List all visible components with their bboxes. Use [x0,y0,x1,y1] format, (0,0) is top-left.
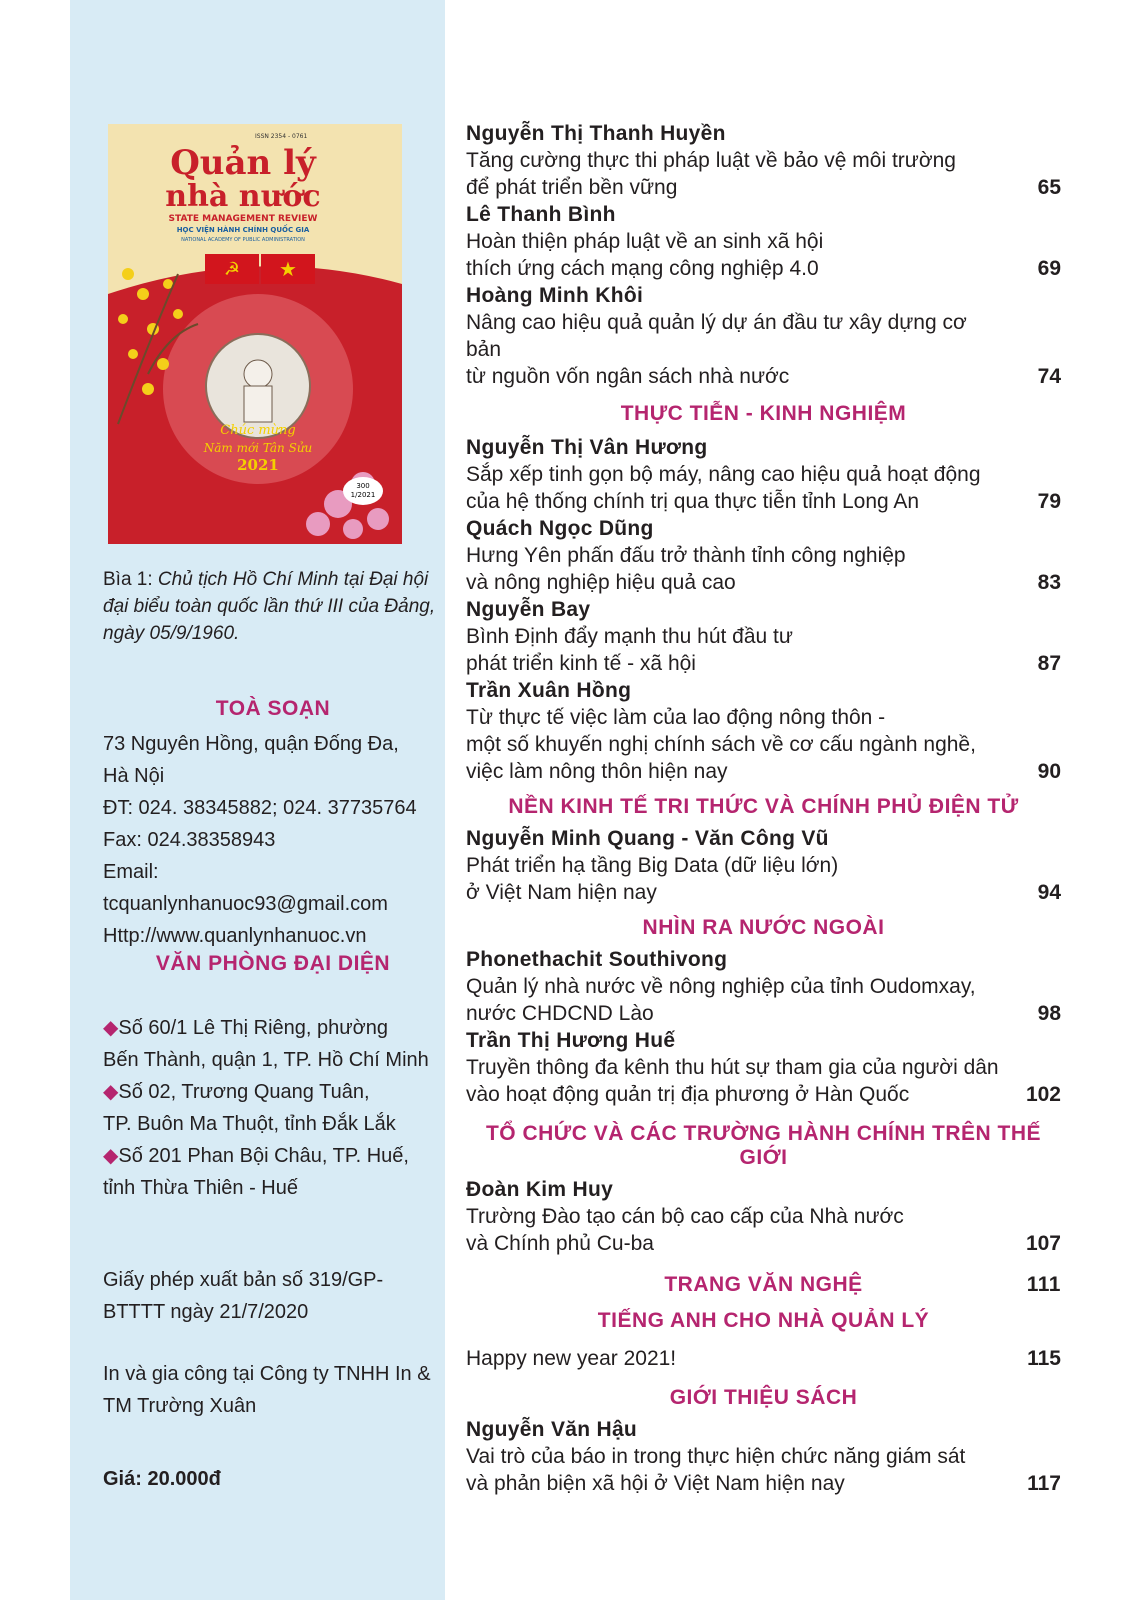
license-line: BTTTT ngày 21/7/2020 [103,1301,309,1323]
license-info [103,1264,448,1328]
rep-office-item [103,1012,448,1076]
toc-page-number: 87 [1037,652,1061,675]
toc-section-heading-with-page[interactable] [466,1273,1061,1297]
toc-entry[interactable] [466,1345,1061,1372]
toc-title-line: một số khuyến nghị chính sách về cơ cấu ngành nghề, [466,733,976,756]
office-address-line2: Hà Nội [103,765,165,787]
rep-office-line: Số 60/1 Lê Thị Riêng, phường [118,1017,389,1039]
cover-greeting2: Năm mới Tân Sửu [203,441,313,455]
toc-page-number: 90 [1037,760,1061,783]
toc-author: Nguyễn Minh Quang - Văn Công Vũ [466,827,829,850]
table-of-contents [466,120,1061,1497]
toc-page-number: 117 [1027,1472,1061,1495]
toc-title-line: Quản lý nhà nước về nông nghiệp của tỉnh Oudomxay, [466,975,976,998]
toc-title-line: Từ thực tế việc làm của lao động nông thôn - [466,706,886,729]
toc-title-line: Bình Định đẩy mạnh thu hút đầu tư [466,625,793,648]
rep-office-line: tỉnh Thừa Thiên - Huế [103,1177,298,1199]
toc-author: Nguyễn Thị Vân Hương [466,436,708,459]
rep-office-line: Bến Thành, quận 1, TP. Hồ Chí Minh [103,1049,429,1071]
toc-title-line: Vai trò của báo in trong thực hiện chức năng giám sát [466,1445,966,1468]
toc-page-number: 102 [1025,1083,1061,1106]
toc-entry[interactable] [466,282,1061,390]
toc-title-line: Hoàn thiện pháp luật về an sinh xã hội [466,230,824,253]
toc-section-title: TRANG VĂN NGHỆ [664,1273,863,1296]
toc-author: Đoàn Kim Huy [466,1178,614,1201]
cover-greeting1: Chúc mừng [220,423,296,438]
cover-illustration [108,124,402,544]
rep-office-item [103,1076,448,1140]
rep-office-line: TP. Buôn Ma Thuột, tỉnh Đắk Lắk [103,1113,396,1135]
diamond-bullet-icon: ◆ [103,1081,119,1103]
toc-author: Trần Thị Hương Huế [466,1029,676,1052]
toc-title-line: nước CHDCND Lào [466,1002,654,1025]
toc-title-line: của hệ thống chính trị qua thực tiễn tỉnh Long An [466,490,920,513]
office-website[interactable]: Http://www.quanlynhanuoc.vn [103,925,367,947]
toc-title-line: Phát triển hạ tầng Big Data (dữ liệu lớn) [466,854,839,877]
office-phone: ĐT: 024. 38345882; 024. 37735764 [103,797,417,819]
toc-page-number: 69 [1037,257,1061,280]
rep-office-line: Số 201 Phan Bội Châu, TP. Huế, [118,1145,409,1167]
rep-office-line: Số 02, Trương Quang Tuân, [118,1081,370,1103]
toc-title-line: vào hoạt động quản trị địa phương ở Hàn Quốc [466,1083,910,1106]
printer-line: TM Trường Xuân [103,1395,257,1417]
toc-entry[interactable] [466,201,1061,282]
toc-entry[interactable] [466,1176,1061,1257]
svg-text:★: ★ [279,257,297,281]
cover-year: 2021 [237,456,279,474]
toc-entry[interactable] [466,434,1061,515]
toc-title-line: Trường Đào tạo cán bộ cao cấp của Nhà nước [466,1205,904,1228]
office-email[interactable]: Email: tcquanlynhanuoc93@gmail.com [103,861,388,915]
cover-title-line1: Quản lý [170,143,316,183]
caption-text: Chủ tịch Hồ Chí Minh tại Đại hội đại biểu toàn quốc lần thứ III của Đảng, ngày 05/9/1960. [103,569,436,644]
rep-office-heading: VĂN PHÒNG ĐẠI DIỆN [155,952,391,975]
printer-info [103,1358,448,1422]
toc-page-number: 65 [1037,176,1061,199]
rep-office-list [103,1012,448,1204]
toc-page-number: 83 [1037,571,1061,594]
cover-subtitle: STATE MANAGEMENT REVIEW [168,214,318,224]
toc-entry[interactable] [466,825,1061,906]
office-heading: TOÀ SOẠN [215,697,331,720]
cover-issn: ISSN 2354 - 0761 [255,133,308,140]
toc-author: Trần Xuân Hồng [466,679,632,702]
svg-text:☭: ☭ [223,259,241,280]
caption-prefix: Bìa 1: [103,569,158,590]
toc-entry[interactable] [466,677,1061,785]
toc-title-line: Sắp xếp tinh gọn bộ máy, nâng cao hiệu quả hoạt động [466,463,981,486]
cover-caption [103,566,443,647]
toc-entry[interactable] [466,1027,1061,1108]
diamond-bullet-icon: ◆ [103,1145,119,1167]
diamond-bullet-icon: ◆ [103,1017,119,1039]
printer-line: In và gia công tại Công ty TNHH In & [103,1363,431,1385]
toc-author: Nguyễn Văn Hậu [466,1418,638,1441]
office-address-block [103,728,448,952]
rep-office-item [103,1140,448,1204]
toc-section-heading: TIẾNG ANH CHO NHÀ QUẢN LÝ [597,1309,930,1332]
toc-page-number: 115 [1027,1347,1061,1370]
toc-page-number: 107 [1025,1232,1061,1255]
office-address-line1: 73 Nguyên Hồng, quận Đống Đa, [103,733,399,755]
toc-section-heading: NHÌN RA NƯỚC NGOÀI [642,916,885,939]
toc-author: Nguyễn Thị Thanh Huyền [466,122,726,145]
toc-section-heading: NỀN KINH TẾ TRI THỨC VÀ CHÍNH PHỦ ĐIỆN TỬ [508,795,1019,818]
toc-title-line: Happy new year 2021! [466,1347,677,1370]
toc-title-line: Tăng cường thực thi pháp luật về bảo vệ môi trường [466,149,956,172]
toc-title-line: để phát triển bền vững [466,176,678,199]
toc-title-line: từ nguồn vốn ngân sách nhà nước [466,365,790,388]
toc-entry[interactable] [466,946,1061,1027]
toc-entry[interactable] [466,515,1061,596]
toc-page-number: 74 [1037,365,1061,388]
toc-section-heading: TỔ CHỨC VÀ CÁC TRƯỜNG HÀNH CHÍNH TRÊN THẾ GIỚI [485,1122,1042,1169]
toc-author: Lê Thanh Bình [466,203,616,226]
toc-author: Quách Ngọc Dũng [466,517,654,540]
toc-title-line: và phản biện xã hội ở Việt Nam hiện nay [466,1472,845,1495]
magazine-cover-image [108,124,402,544]
office-fax: Fax: 024.38358943 [103,829,276,851]
toc-title-line: Hưng Yên phấn đấu trở thành tỉnh công nghiệp [466,544,906,567]
toc-title-line: và nông nghiệp hiệu quả cao [466,571,736,594]
cover-issue-date: 1/2021 [350,491,376,499]
toc-section-heading: THỰC TIỄN - KINH NGHIỆM [620,402,907,425]
price-label: Giá: 20.000đ [103,1468,221,1490]
cover-publisher-en: NATIONAL ACADEMY OF PUBLIC ADMINISTRATION [181,237,305,243]
toc-entry[interactable] [466,1416,1061,1497]
toc-title-line: phát triển kinh tế - xã hội [466,652,696,675]
toc-title-line: việc làm nông thôn hiện nay [466,760,728,783]
toc-page-number: 79 [1037,490,1061,513]
toc-title-line: Truyền thông đa kênh thu hút sự tham gia của người dân [466,1056,999,1079]
toc-title-line: ở Việt Nam hiện nay [466,881,657,904]
toc-page-number: 98 [1037,1002,1061,1025]
toc-title-line: và Chính phủ Cu-ba [466,1232,654,1255]
toc-title-line: Nâng cao hiệu quả quản lý dự án đầu tư xây dựng cơ bản [466,311,967,361]
cover-issue-no: 300 [356,482,370,490]
toc-section-heading: GIỚI THIỆU SÁCH [669,1386,858,1409]
toc-author: Hoàng Minh Khôi [466,284,644,307]
toc-page-number: 94 [1037,881,1061,904]
toc-entry[interactable] [466,120,1061,201]
toc-page-number: 111 [1026,1273,1061,1296]
toc-entry[interactable] [466,596,1061,677]
toc-author: Phonethachit Southivong [466,948,728,971]
toc-author: Nguyễn Bay [466,598,591,621]
cover-publisher-vn: HỌC VIỆN HÀNH CHÍNH QUỐC GIA [176,226,310,234]
cover-title-line2: nhà nước [165,179,321,214]
toc-title-line: thích ứng cách mạng công nghiệp 4.0 [466,257,819,280]
license-line: Giấy phép xuất bản số 319/GP- [103,1269,384,1291]
